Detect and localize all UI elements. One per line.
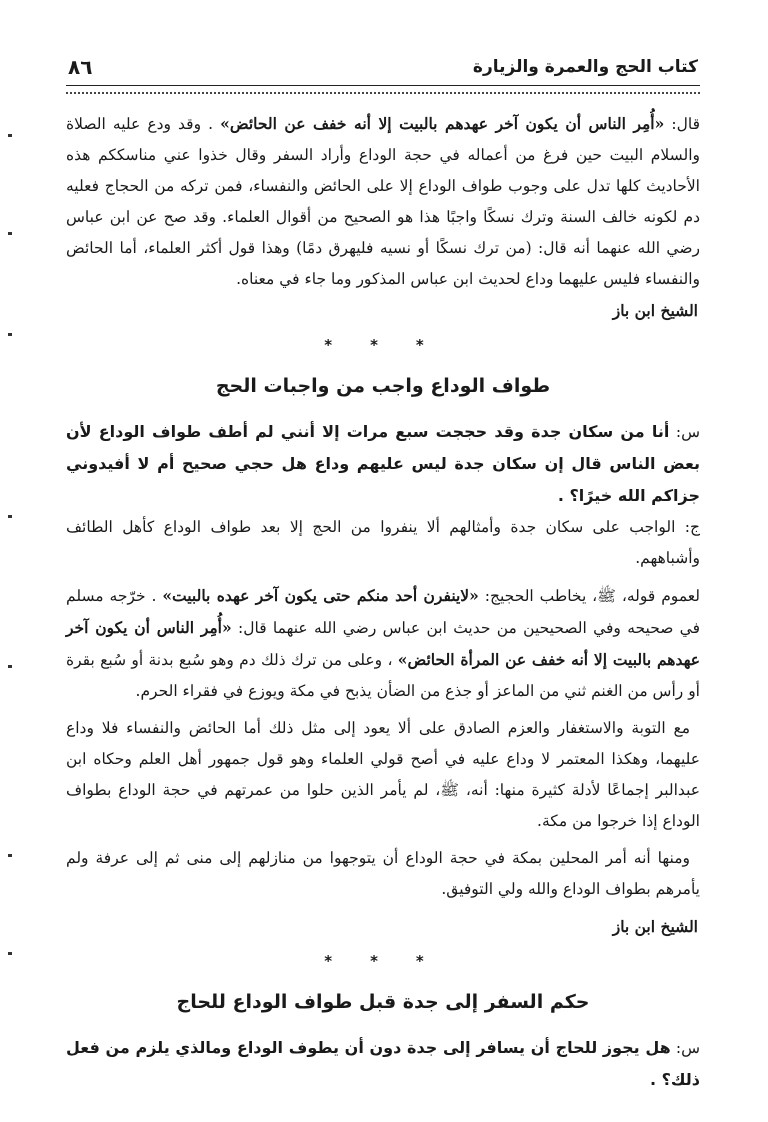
hadith-quote: «أُمِر الناس أن يكون آخر عهدهم بالبيت إلا أنه خفف عن الحائض»	[220, 114, 665, 133]
margin-mark	[8, 952, 12, 955]
header-rule	[66, 85, 700, 86]
section-title: حكم السفر إلى جدة قبل طواف الوداع للحاج	[176, 991, 590, 1013]
margin-mark	[8, 854, 12, 857]
margin-mark	[8, 333, 12, 336]
section-title: طواف الوداع واجب من واجبات الحج	[215, 375, 551, 397]
section-separator: ***	[324, 952, 442, 970]
question-text: أنا من سكان جدة وقد حججت سبع مرات إلا أنني لم أطف طواف الوداع لأن بعض الناس قال إن سكان جدة ليس عليهم وداع هل حجي صحيح أم لا أفيدوني جزاكم الله خيرًا؟ .	[66, 422, 700, 505]
question	[66, 416, 700, 512]
paragraph: مع التوبة والاستغفار والعزم الصادق على ألا يعود إلى مثل ذلك أما الحائض والنفساء فلا وداع عليهما، وهكذا المعتمر لا وداع عليه في أصح قولي العلماء وهو قول جمهور أهل العلم وحكاه ابن عبدالبر إجماعًا لأدلة كثيرة منها: أنه، ﷺ، لم يأمر الذين حلوا من عمرتهم في حجة الوداع بطواف الوداع إذا خرجوا من مكة.	[66, 719, 700, 830]
signature: الشيخ ابن باز	[612, 917, 698, 936]
running-book-title: كتاب الحج والعمرة والزيارة	[472, 57, 698, 77]
body-text: . وقد ودع عليه الصلاة والسلام البيت حين فرغ من أعماله في حجة الوداع وأراد السفر وقال خذوا عني مناسككم هذه الأحاديث كلها تدل على وجوب طواف الوداع إلا على الحائض والنفساء، فمن تركه من الحجاج فعليه دم لكونه خالف السنة وترك نسكًا واجبًا هذا هو الصحيح من أقوال العلماء. وقد صح عن ابن عباس رضي الله عنهما أنه قال: (من ترك نسكًا أو نسيه فليهرق دمًا) وهذا قول أكثر العلماء، أما الحائض والنفساء فليس عليهما وداع لحديث ابن عباس المذكور وما جاء في معناه.	[66, 115, 700, 288]
question-text: هل يجوز للحاج أن يسافر إلى جدة دون أن يطوف الوداع ومالذي يلزم من فعل ذلك؟ .	[66, 1038, 700, 1089]
margin-mark	[8, 665, 12, 668]
answer	[66, 512, 700, 574]
hadith-quote: «أُمِر الناس أن يكون آخر عهدهم بالبيت إلا أنه خفف عن المرأة الحائض»	[66, 618, 700, 669]
section-separator: ***	[324, 336, 442, 354]
hadith-quote: «لاينفرن أحد منكم حتى يكون آخر عهده بالبيت»	[162, 586, 479, 605]
intro-text: قال:	[671, 115, 700, 133]
margin-mark	[8, 232, 12, 235]
signature: الشيخ ابن باز	[612, 301, 698, 320]
page-body	[66, 108, 700, 1102]
question-prefix: س:	[675, 423, 700, 441]
page-number: ٨٦	[68, 55, 93, 79]
margin-mark	[8, 515, 12, 518]
body-text: لعموم قوله، ﷺ، يخاطب الحجيج:	[484, 587, 700, 605]
body-text: ، وعلى من ترك ذلك دم وهو سُبع بدنة أو سُبع بقرة أو رأس من الغنم ثني من الماعز أو جذع من الضأن يذبح في مكة ويوزع في فقراء الحرم.	[66, 651, 700, 700]
page-header	[68, 50, 698, 84]
question-prefix: س:	[675, 1039, 700, 1057]
paragraph: ومنها أنه أمر المحلين بمكة في حجة الوداع أن يتوجهوا من منازلهم إلى منى ثم إلى عرفة ولم يأمرهم بطواف الوداع والله ولي التوفيق.	[66, 849, 700, 898]
body-text: . خرّجه مسلم في صحيحه وفي الصحيحين من حديث ابن عباس رضي الله عنهما قال:	[66, 587, 700, 637]
question	[66, 1032, 700, 1096]
answer-prefix: ج:	[684, 518, 700, 536]
paragraph	[66, 108, 700, 295]
header-dotted-rule	[66, 92, 700, 94]
margin-mark	[8, 134, 12, 137]
paragraph	[66, 580, 700, 707]
answer-text: الواجب على سكان جدة وأمثالهم ألا ينفروا من الحج إلا بعد طواف الوداع كأهل الطائف وأشباههم.	[66, 518, 700, 567]
